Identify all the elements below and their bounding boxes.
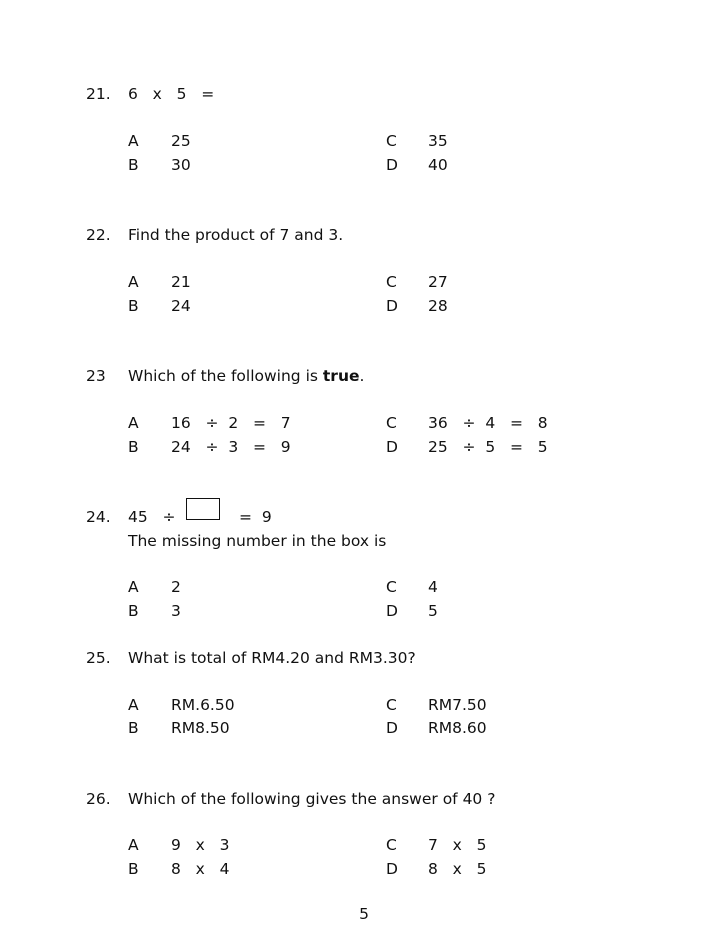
question-text-part: . bbox=[359, 367, 365, 385]
option-value: RM8.60 bbox=[428, 719, 487, 737]
question-expression-left: 45 ÷ bbox=[128, 508, 176, 526]
option-value: 21 bbox=[171, 273, 191, 291]
option-letter: A bbox=[128, 414, 139, 432]
question-text-emphasis: true bbox=[322, 367, 360, 385]
option-value: 35 bbox=[428, 132, 448, 150]
option-letter: A bbox=[128, 132, 139, 150]
question-text: What is total of RM4.20 and RM3.30? bbox=[128, 649, 416, 667]
option-letter: A bbox=[128, 836, 139, 854]
option-value: 25 bbox=[171, 132, 191, 150]
option-value: RM7.50 bbox=[428, 696, 487, 714]
question-number: 22. bbox=[86, 226, 111, 244]
option-letter: D bbox=[386, 297, 398, 315]
option-letter: B bbox=[128, 156, 139, 174]
option-value: 25 ÷ 5 = 5 bbox=[428, 438, 548, 456]
option-letter: C bbox=[386, 132, 397, 150]
option-value: 24 bbox=[171, 297, 191, 315]
option-letter: A bbox=[128, 578, 139, 596]
option-letter: D bbox=[386, 860, 398, 878]
option-letter: C bbox=[386, 696, 397, 714]
option-value: 7 x 5 bbox=[428, 836, 487, 854]
option-letter: C bbox=[386, 414, 397, 432]
question-number: 21. bbox=[86, 85, 111, 103]
option-letter: A bbox=[128, 273, 139, 291]
option-letter: C bbox=[386, 578, 397, 596]
question-text: The missing number in the box is bbox=[128, 532, 387, 550]
question-number: 23 bbox=[86, 367, 106, 385]
option-letter: D bbox=[386, 438, 398, 456]
question-expression-right: = 9 bbox=[239, 508, 272, 526]
option-letter: B bbox=[128, 719, 139, 737]
option-letter: D bbox=[386, 719, 398, 737]
option-letter: B bbox=[128, 860, 139, 878]
option-value: 3 bbox=[171, 602, 181, 620]
option-value: 9 x 3 bbox=[171, 836, 230, 854]
option-letter: D bbox=[386, 156, 398, 174]
option-letter: B bbox=[128, 438, 139, 456]
option-value: 40 bbox=[428, 156, 448, 174]
question-number: 25. bbox=[86, 649, 111, 667]
question-text: 6 x 5 = bbox=[128, 85, 215, 103]
question-number: 26. bbox=[86, 790, 111, 808]
option-value: 8 x 5 bbox=[428, 860, 487, 878]
option-letter: C bbox=[386, 836, 397, 854]
option-value: 8 x 4 bbox=[171, 860, 230, 878]
option-letter: D bbox=[386, 602, 398, 620]
question-text bbox=[128, 367, 364, 385]
option-letter: C bbox=[386, 273, 397, 291]
option-letter: A bbox=[128, 696, 139, 714]
option-value: 36 ÷ 4 = 8 bbox=[428, 414, 548, 432]
option-value: 2 bbox=[171, 578, 181, 596]
option-value: RM.6.50 bbox=[171, 696, 235, 714]
question-text-part: Which of the following is bbox=[128, 367, 323, 385]
option-value: 24 ÷ 3 = 9 bbox=[171, 438, 291, 456]
option-value: 5 bbox=[428, 602, 438, 620]
option-value: 30 bbox=[171, 156, 191, 174]
option-letter: B bbox=[128, 297, 139, 315]
option-value: RM8.50 bbox=[171, 719, 230, 737]
option-value: 27 bbox=[428, 273, 448, 291]
question-number: 24. bbox=[86, 508, 111, 526]
option-value: 4 bbox=[428, 578, 438, 596]
page-number: 5 bbox=[359, 905, 369, 923]
question-text: Find the product of 7 and 3. bbox=[128, 226, 344, 244]
option-value: 16 ÷ 2 = 7 bbox=[171, 414, 291, 432]
question-text: Which of the following gives the answer of 40 ? bbox=[128, 790, 496, 808]
option-letter: B bbox=[128, 602, 139, 620]
answer-box bbox=[186, 498, 220, 520]
option-value: 28 bbox=[428, 297, 448, 315]
